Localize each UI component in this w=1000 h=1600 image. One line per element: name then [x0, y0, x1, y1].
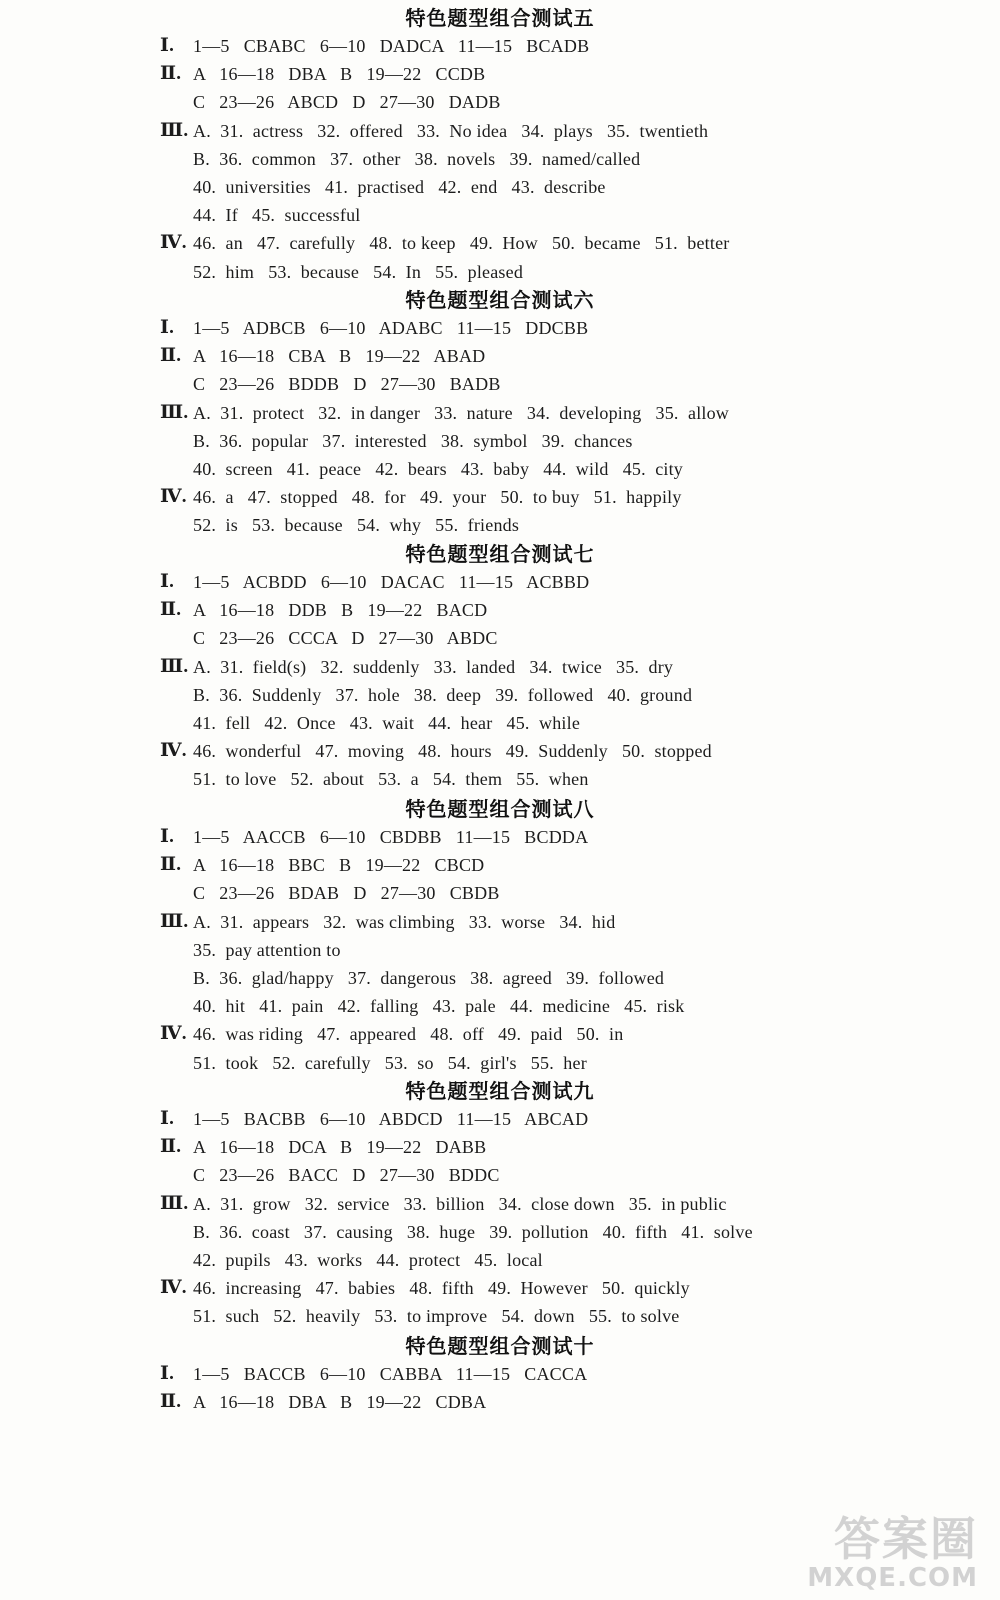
answer-text: 46. increasing 47. babies 48. fifth 49. However 50. quickly [193, 1278, 690, 1298]
answer-text: A 16—18 DCA B 19—22 DABB [193, 1137, 487, 1157]
answer-line [0, 568, 1000, 596]
answer-text: 1—5 BACBB 6—10 ABDCD 11—15 ABCAD [193, 1109, 589, 1129]
answer-line [0, 32, 1000, 60]
answer-text: A. 31. field(s) 32. suddenly 33. landed 34. twice 35. dry [193, 657, 674, 677]
answer-line [0, 314, 1000, 342]
answer-line [0, 1049, 1000, 1077]
answer-line [0, 455, 1000, 483]
answer-line [0, 653, 1000, 681]
answer-text: B. 36. coast 37. causing 38. huge 39. pollution 40. fifth 41. solve [193, 1222, 753, 1242]
answer-text: 52. him 53. because 54. In 55. pleased [193, 262, 524, 282]
part-number: Ⅱ. [160, 63, 182, 84]
answer-line [0, 342, 1000, 370]
answer-line [0, 851, 1000, 879]
part-number: Ⅳ. [160, 1277, 187, 1298]
answer-text: 40. screen 41. peace 42. bears 43. baby 44. wild 45. city [193, 459, 683, 479]
answer-line [0, 173, 1000, 201]
part-number: Ⅰ. [160, 826, 175, 847]
answer-text: 52. is 53. because 54. why 55. friends [193, 515, 520, 535]
part-number: Ⅲ. [160, 402, 189, 423]
answer-line [0, 624, 1000, 652]
answer-text: A. 31. protect 32. in danger 33. nature 34. developing 35. allow [193, 403, 729, 423]
answer-line [0, 1302, 1000, 1330]
part-number: Ⅳ. [160, 1023, 187, 1044]
part-number: Ⅰ. [160, 1108, 175, 1129]
answer-text: A. 31. grow 32. service 33. billion 34. close down 35. in public [193, 1194, 727, 1214]
answer-line [0, 1133, 1000, 1161]
answer-text: A. 31. appears 32. was climbing 33. worse 34. hid [193, 912, 616, 932]
answer-text: C 23—26 ABCD D 27—30 DADB [193, 92, 501, 112]
watermark [778, 1514, 978, 1594]
part-number: Ⅲ. [160, 656, 189, 677]
answer-line [0, 201, 1000, 229]
answer-line [0, 936, 1000, 964]
answer-line [0, 1274, 1000, 1302]
answer-text: 46. an 47. carefully 48. to keep 49. How 50. became 51. better [193, 233, 730, 253]
answer-text: 35. pay attention to [193, 940, 341, 960]
part-number: Ⅰ. [160, 1363, 175, 1384]
answer-text: 1—5 AACCB 6—10 CBDBB 11—15 BCDDA [193, 827, 589, 847]
answer-line [0, 229, 1000, 257]
answer-line [0, 1161, 1000, 1189]
answer-text: 1—5 ADBCB 6—10 ADABC 11—15 DDCBB [193, 318, 589, 338]
answer-line [0, 399, 1000, 427]
answer-line [0, 483, 1000, 511]
answer-text: C 23—26 BDAB D 27—30 CBDB [193, 883, 500, 903]
answer-text: 1—5 CBABC 6—10 DADCA 11—15 BCADB [193, 36, 590, 56]
answer-line [0, 765, 1000, 793]
answer-line [0, 1020, 1000, 1048]
answer-line [0, 1218, 1000, 1246]
answer-line [0, 1360, 1000, 1388]
part-number: Ⅳ. [160, 740, 187, 761]
answer-text: C 23—26 CCCA D 27—30 ABDC [193, 628, 498, 648]
part-number: Ⅲ. [160, 1193, 189, 1214]
part-number: Ⅱ. [160, 599, 182, 620]
answer-line [0, 1388, 1000, 1416]
answer-line [0, 1190, 1000, 1218]
answer-text: 40. hit 41. pain 42. falling 43. pale 44. medicine 45. risk [193, 996, 685, 1016]
answer-line [0, 60, 1000, 88]
answer-line [0, 908, 1000, 936]
answer-text: 41. fell 42. Once 43. wait 44. hear 45. while [193, 713, 581, 733]
answer-line [0, 709, 1000, 737]
answer-text: 51. to love 52. about 53. a 54. them 55. when [193, 769, 589, 789]
answer-line [0, 117, 1000, 145]
answer-line [0, 596, 1000, 624]
answer-text: A 16—18 BBC B 19—22 CBCD [193, 855, 485, 875]
answer-line [0, 964, 1000, 992]
answer-text: A 16—18 DDB B 19—22 BACD [193, 600, 488, 620]
answer-line [0, 258, 1000, 286]
part-number: Ⅰ. [160, 317, 175, 338]
answer-text: 51. took 52. carefully 53. so 54. girl's 55. her [193, 1053, 587, 1073]
answer-line [0, 737, 1000, 765]
part-number: Ⅱ. [160, 854, 182, 875]
answer-line [0, 823, 1000, 851]
part-number: Ⅳ. [160, 486, 187, 507]
part-number: Ⅳ. [160, 232, 187, 253]
section-title: 特色题型组合测试八 [405, 797, 595, 821]
part-number: Ⅱ. [160, 1136, 182, 1157]
section-title: 特色题型组合测试七 [405, 542, 595, 566]
answer-text: 1—5 BACCB 6—10 CABBA 11—15 CACCA [193, 1364, 588, 1384]
part-number: Ⅱ. [160, 345, 182, 366]
section-title: 特色题型组合测试六 [405, 288, 595, 312]
section-title: 特色题型组合测试十 [405, 1334, 595, 1358]
section-title: 特色题型组合测试五 [405, 6, 595, 30]
answer-line [0, 88, 1000, 116]
answer-text: B. 36. common 37. other 38. novels 39. named/called [193, 149, 641, 169]
answer-text: 1—5 ACBDD 6—10 DACAC 11—15 ACBBD [193, 572, 590, 592]
answer-text: B. 36. glad/happy 37. dangerous 38. agreed 39. followed [193, 968, 665, 988]
watermark-logo: 答案圈 [834, 1512, 978, 1566]
answer-text: 42. pupils 43. works 44. protect 45. local [193, 1250, 543, 1270]
answer-text: A 16—18 DBA B 19—22 CDBA [193, 1392, 487, 1412]
answer-line [0, 879, 1000, 907]
answer-line [0, 1105, 1000, 1133]
answer-line [0, 145, 1000, 173]
answer-text: 44. If 45. successful [193, 205, 361, 225]
answer-text: 46. a 47. stopped 48. for 49. your 50. to buy 51. happily [193, 487, 682, 507]
part-number: Ⅰ. [160, 35, 175, 56]
answer-line [0, 427, 1000, 455]
answer-text: C 23—26 BDDB D 27—30 BADB [193, 374, 501, 394]
answer-line [0, 511, 1000, 539]
watermark-url: MXQE.COM [807, 1563, 978, 1593]
answer-line [0, 1246, 1000, 1274]
section-title: 特色题型组合测试九 [405, 1079, 595, 1103]
answer-text: A 16—18 DBA B 19—22 CCDB [193, 64, 486, 84]
answer-text: 51. such 52. heavily 53. to improve 54. down 55. to solve [193, 1306, 680, 1326]
answer-text: A. 31. actress 32. offered 33. No idea 34. plays 35. twentieth [193, 121, 709, 141]
answer-text: C 23—26 BACC D 27—30 BDDC [193, 1165, 500, 1185]
answer-text: B. 36. Suddenly 37. hole 38. deep 39. followed 40. ground [193, 685, 693, 705]
answer-text: 40. universities 41. practised 42. end 43. describe [193, 177, 606, 197]
answer-line [0, 992, 1000, 1020]
answer-text: A 16—18 CBA B 19—22 ABAD [193, 346, 486, 366]
answer-line [0, 681, 1000, 709]
answer-text: B. 36. popular 37. interested 38. symbol 39. chances [193, 431, 633, 451]
answer-line [0, 370, 1000, 398]
part-number: Ⅲ. [160, 120, 189, 141]
answer-text: 46. wonderful 47. moving 48. hours 49. Suddenly 50. stopped [193, 741, 712, 761]
part-number: Ⅱ. [160, 1391, 182, 1412]
part-number: Ⅰ. [160, 571, 175, 592]
answer-text: 46. was riding 47. appeared 48. off 49. paid 50. in [193, 1024, 624, 1044]
part-number: Ⅲ. [160, 911, 189, 932]
